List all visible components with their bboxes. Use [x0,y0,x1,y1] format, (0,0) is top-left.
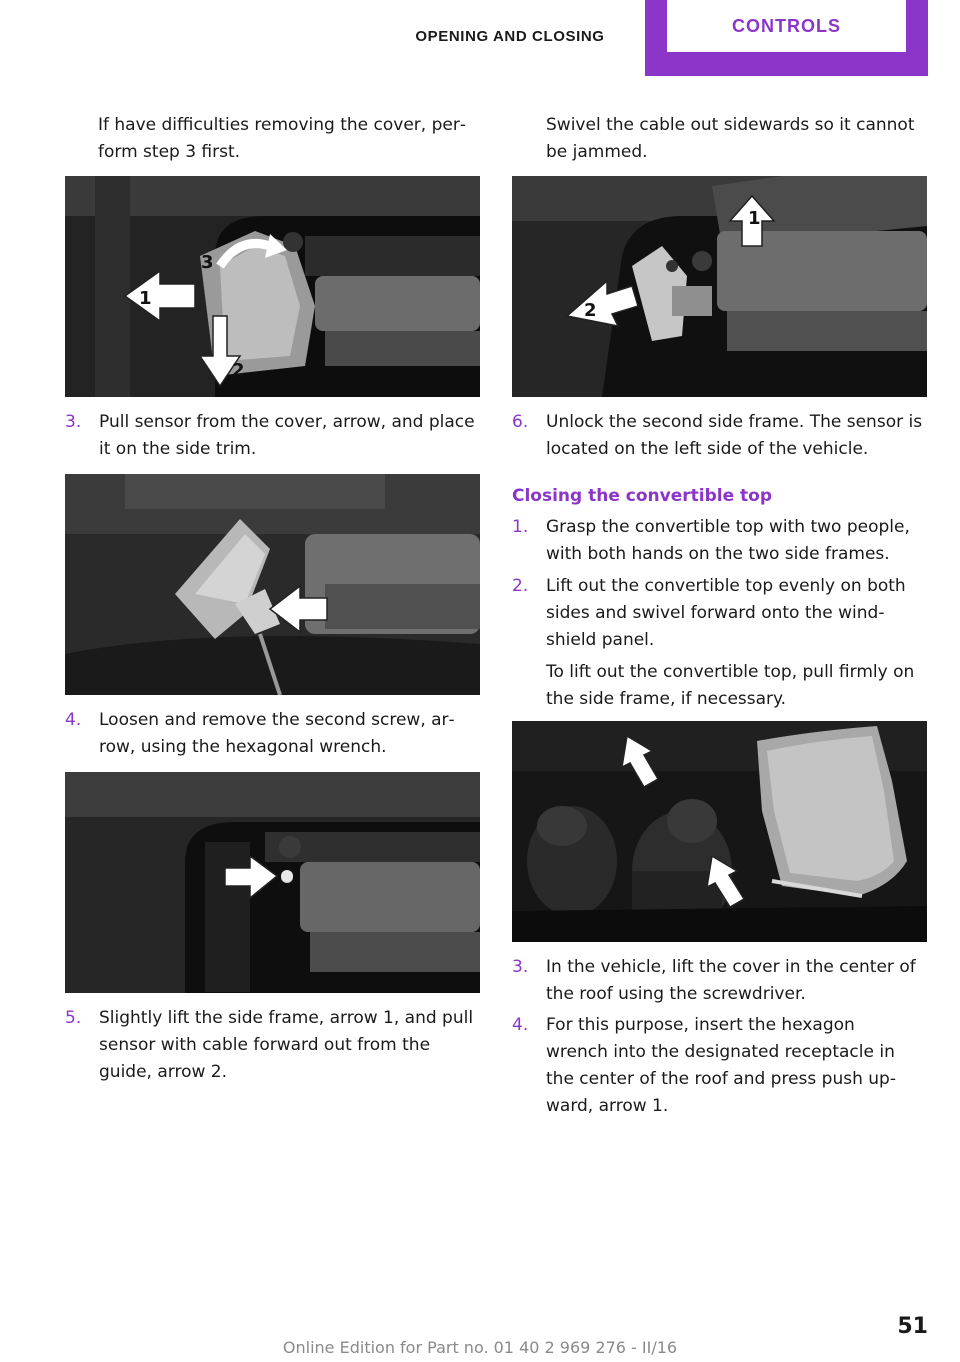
left-intro: If have difficulties removing the cover, per‐ form step 3 first. [98,115,466,162]
step-5: 5. Slightly lift the side frame, arrow 1, and pull sensor with cable forward out from the guide, arrow 2. [65,1008,474,1082]
chapter-tab [645,0,928,76]
figure-lift-top [512,721,927,942]
chapter-tab-label: CONTROLS [667,0,906,52]
close-step-4: 4. For this purpose, insert the hexagon wrench into the designated receptacle in the center of the roof and press push up‐ ward, arrow 1. [512,1015,896,1116]
running-header-section: OPENING AND CLOSING [415,28,605,45]
step-3: 3. Pull sensor from the cover, arrow, and place it on the side trim. [65,412,475,459]
figure-pull-sensor [65,474,480,695]
figure-label-3: 3 [201,252,214,273]
figure-label-2: 2 [584,300,597,321]
figure-swivel-cable [512,176,927,397]
figure-label-1: 1 [748,208,761,229]
edition-footer: Online Edition for Part no. 01 40 2 969 276 - II/16 [282,1338,678,1357]
close-step-2: 2. Lift out the convertible top evenly on both sides and swivel forward onto the wind‐ shield panel. To lift out the convertible top, pull firmly on the side frame, if necessary. [512,576,915,709]
close-step-3: 3. In the vehicle, lift the cover in the center of the roof using the screwdriver. [512,957,916,1004]
section-heading: Closing the convertible top [512,486,773,506]
page-number: 51 [897,1314,928,1339]
right-intro: Swivel the cable out sidewards so it cannot be jammed. [546,115,915,162]
figure-label-2: 2 [232,360,245,381]
figure-label-1: 1 [139,288,152,309]
close-step-1: 1. Grasp the convertible top with two people, with both hands on the two side frames. [512,517,910,564]
step-6: 6. Unlock the second side frame. The sensor is located on the left side of the vehicle. [512,412,923,459]
figure-remove-cover [65,176,480,397]
figure-remove-screw [65,772,480,993]
step-4: 4. Loosen and remove the second screw, ar‐ row, using the hexagonal wrench. [65,710,455,757]
